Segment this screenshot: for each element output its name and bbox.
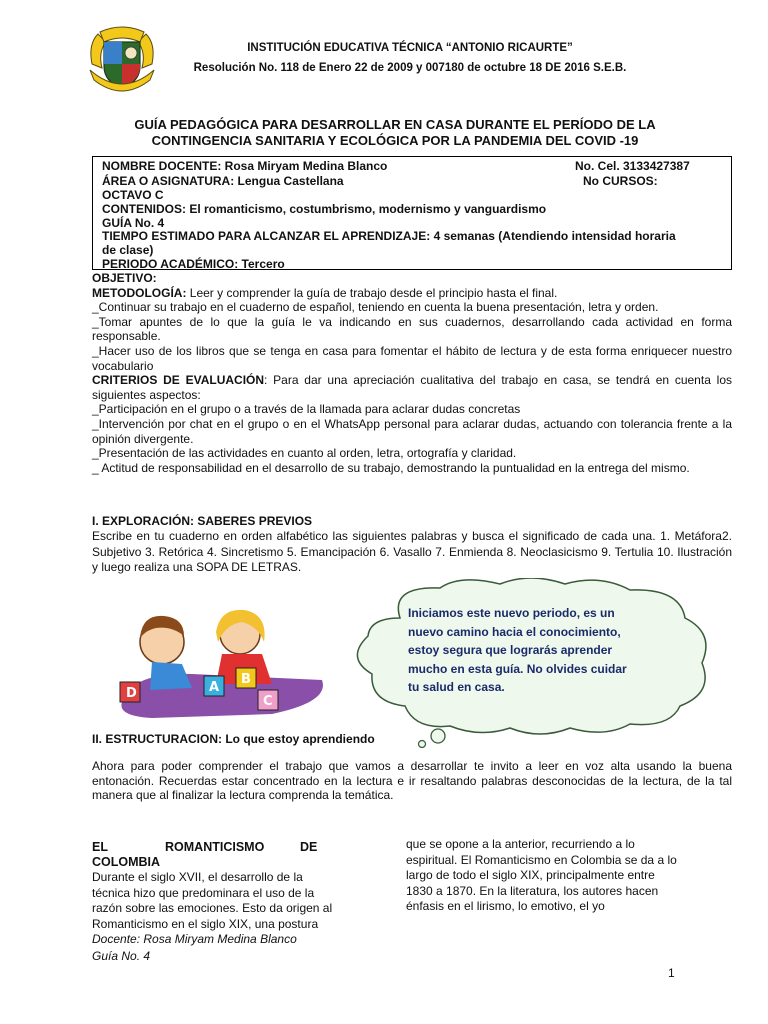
exploration-text: Escribe en tu cuaderno en orden alfabético las siguientes palabras y busca el significado de cada una. 1. Metáfora2. Subjetivo 3. Retórica 4. Sincretismo 5. Emancipación 6. Vasallo 7. Enmienda 8. Neoclasicismo 9. Tertulia 10. Ilustración y luego realiza una SOPA DE LETRAS. xyxy=(92,529,732,574)
article-left-column: Durante el siglo XVII, el desarrollo de la técnica hizo que predominara el uso de la razón sobre las emociones. Esto da origen al Romanticismo en el siglo XIX, una postura xyxy=(92,870,333,931)
academic-period: PERIODO ACADÉMICO: Tercero xyxy=(102,257,285,271)
footer-teacher: Docente: Rosa Miryam Medina Blanco xyxy=(92,932,297,946)
structuring-text: Ahora para poder comprender el trabajo que vamos a desarrollar te invito a leer en voz alta usando la buena entonación. Recuerdas estar concentrado en la lectura e ir resaltando palabras desconocidas de la lectura, de la tal manera que al finalizar la lectura comprenda la temática. xyxy=(92,759,732,803)
guidelines-section xyxy=(92,271,732,475)
article-title-word: EL xyxy=(92,840,108,854)
courses-label: No CURSOS: xyxy=(583,174,658,188)
article-right-column: que se opone a la anterior, recurriendo a lo espiritual. El Romanticismo en Colombia se da a lo largo de todo el siglo XIX, principalmente entre 1830 a 1870. En la literatura, los autores hacen énfasis en el lirismo, lo emotivo, el yo xyxy=(406,837,677,913)
article-title-word: COLOMBIA xyxy=(92,855,161,869)
block-letter: B xyxy=(241,672,251,687)
teacher-phone: No. Cel. 3133427387 xyxy=(575,159,690,173)
guide-title-line-1: GUÍA PEDAGÓGICA PARA DESARROLLAR EN CASA DURANTE EL PERÍODO DE LA xyxy=(134,117,656,132)
methodology-item: _Continuar su trabajo en el cuaderno de español, teniendo en cuenta la buena presentación, letra y orden. xyxy=(92,300,659,315)
block-letter: A xyxy=(209,680,220,695)
objective-label: OBJETIVO: xyxy=(92,271,157,285)
guide-info-box xyxy=(92,156,732,270)
guide-title-line-2: CONTINGENCIA SANITARIA Y ECOLÓGICA POR LA PANDEMIA DEL COVID -19 xyxy=(151,133,639,148)
block-letter: D xyxy=(126,686,137,701)
evaluation-item: _Presentación de las actividades en cuanto al orden, letra, ortografía y claridad. xyxy=(92,446,517,461)
page-number: 1 xyxy=(668,966,675,980)
guide-number: GUÍA No. 4 xyxy=(102,216,165,230)
evaluation-label: CRITERIOS DE EVALUACIÓN xyxy=(92,373,265,388)
evaluation-intro: : Para dar una apreciación cualitativa del trabajo en casa, se tendrá en cuenta los siguientes aspectos: xyxy=(92,373,732,402)
cloud-message: Iniciamos este nuevo periodo, es un nuevo camino hacia el conocimiento, estoy segura que lograrás aprender mucho en esta guía. No olvides cuidar tu salud en casa. xyxy=(408,606,627,694)
methodology-intro: Leer y comprender la guía de trabajo desde el principio hasta el final. xyxy=(186,285,558,300)
estimated-time: TIEMPO ESTIMADO PARA ALCANZAR EL APRENDIZAJE: 4 semanas (Atendiendo intensidad horaria xyxy=(102,229,676,243)
article-title-word: ROMANTICISMO xyxy=(165,840,265,854)
structuring-heading: II. ESTRUCTURACION: Lo que estoy aprendiendo xyxy=(92,732,375,746)
evaluation-item: _Intervención por chat en el grupo o en el WhatsApp personal para aclarar dudas, actuando con tolerancia frente a la opinión divergente. xyxy=(92,416,732,446)
methodology-item: _Hacer uso de los libros que se tenga en casa para fomentar el hábito de lectura y de esta forma enriquecer nuestro vocabulario xyxy=(92,343,732,373)
school-crest-logo xyxy=(84,24,160,96)
institution-name: INSTITUCIÓN EDUCATIVA TÉCNICA “ANTONIO RICAURTE” xyxy=(247,42,573,54)
footer-guide: Guía No. 4 xyxy=(92,949,151,963)
methodology-item: _Tomar apuntes de lo que la guía le va indicando en sus cuadernos, desarrollando cada actividad en forma responsable. xyxy=(92,314,732,344)
contents: CONTENIDOS: El romanticismo, costumbrismo, modernismo y vanguardismo xyxy=(102,202,547,216)
evaluation-item: _Participación en el grupo o a través de la llamada para aclarar dudas concretas xyxy=(92,402,521,417)
children-playing-illustration xyxy=(112,602,332,720)
block-letter: C xyxy=(263,694,273,709)
subject-area: ÁREA O ASIGNATURA: Lengua Castellana xyxy=(102,174,344,188)
article-title-word: DE xyxy=(300,840,318,854)
methodology-label: METODOLOGÍA: xyxy=(92,285,187,300)
teacher-name: NOMBRE DOCENTE: Rosa Miryam Medina Blanco xyxy=(102,159,388,173)
exploration-heading: I. EXPLORACIÓN: SABERES PREVIOS xyxy=(92,514,313,528)
estimated-time-cont: de clase) xyxy=(102,243,154,257)
grade: OCTAVO C xyxy=(102,188,164,202)
evaluation-item: _ Actitud de responsabilidad en el desarrollo de su trabajo, demostrando la puntualidad en la entrega del mismo. xyxy=(92,460,690,475)
resolution-line: Resolución No. 118 de Enero 22 de 2009 y 007180 de octubre 18 DE 2016 S.E.B. xyxy=(193,62,627,74)
